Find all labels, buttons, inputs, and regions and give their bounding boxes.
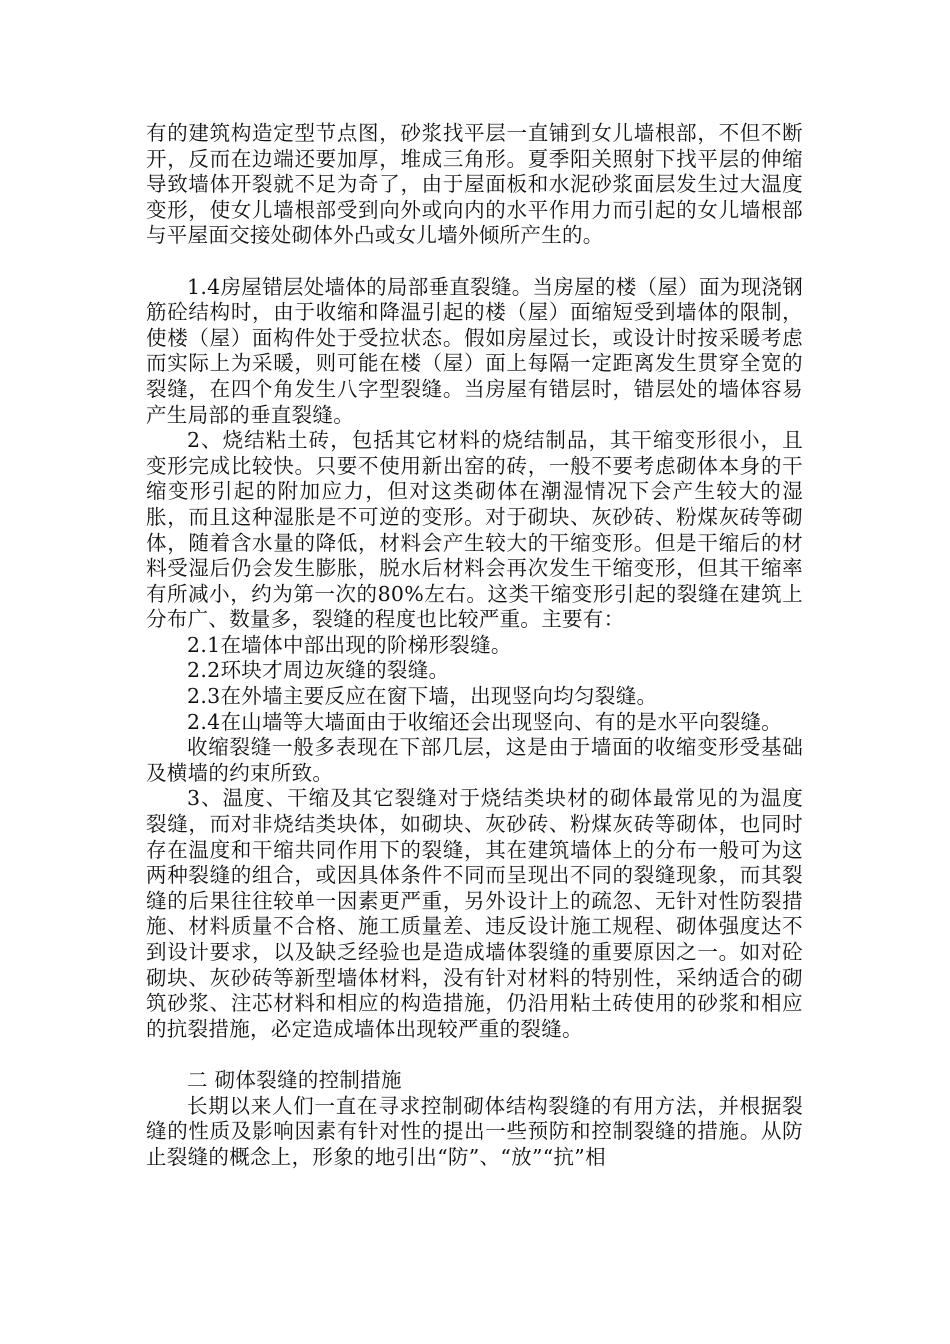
document-page: [146, 121, 803, 1170]
list-item-2-1: 2.1在墙体中部出现的阶梯形裂缝。: [187, 632, 512, 657]
paragraph-control-measures: 长期以来人们一直在寻求控制砌体结构裂缝的有用方法，并根据裂缝的性质及影响因素有针对性的提出一些预防和控制裂缝的措施。从防止裂缝的概念上，形象的地引出“防”、“放”“抗”相: [146, 1093, 803, 1169]
paragraph-spacer: [146, 1042, 803, 1068]
paragraph-temperature-shrinkage: 3、温度、干缩及其它裂缝对于烧结类块材的砌体最常见的为温度裂缝，而对非烧结类块体，如砌块、灰砂砖、粉煤灰砖等砌体，也同时存在温度和干缩共同作用下的裂缝，其在建筑墙体上的分布一般可为这两种裂缝的组合，或因具体条件不同而呈现出不同的裂缝现象，而其裂缝的后果往往较单一因素更严重，另外设计上的疏忽、无针对性防裂措施、材料质量不合格、施工质量差、违反设计施工规程、砌体强度达不到设计要求，以及缺乏经验也是造成墙体裂缝的重要原因之一。如对砼砌块、灰砂砖等新型墙体材料，没有针对材料的特别性，采纳适合的砌筑砂浆、注芯材料和相应的构造措施，仍沿用粘土砖使用的砂浆和相应的抗裂措施，必定造成墙体出现较严重的裂缝。: [146, 786, 803, 1041]
paragraph-shrinkage-lower-floors: 收缩裂缝一般多表现在下部几层，这是由于墙面的收缩变形受基础及横墙的约束所致。: [146, 735, 803, 785]
paragraph-staggered-floor-cracks: 1.4房屋错层处墙体的局部垂直裂缝。当房屋的楼（屋）面为现浇钢筋砼结构时，由于收缩和降温引起的楼（屋）面缩短受到墙体的限制，使楼（屋）面构件处于受拉状态。假如房屋过长，或设计时按采暖考虑而实际上为采暖，则可能在楼（屋）面上每隔一定距离发生贯穿全宽的裂缝，在四个角发生八字型裂缝。当房屋有错层时，错层处的墙体容易产生局部的垂直裂缝。: [146, 274, 803, 427]
section-heading: 二 砌体裂缝的控制措施: [187, 1067, 402, 1092]
paragraph-parapet-cracks: 有的建筑构造定型节点图，砂浆找平层一直铺到女儿墙根部，不但不断开，反而在边端还要加厚，堆成三角形。夏季阳关照射下找平层的伸缩导致墙体开裂就不足为奇了，由于屋面板和水泥砂浆面层发生过大温度变形，使女儿墙根部受到向外或向内的水平作用力而引起的女儿墙根部与平屋面交接处砌体外凸或女儿墙外倾所产生的。: [146, 121, 803, 248]
paragraph-fired-clay-brick: 2、烧结粘土砖，包括其它材料的烧结制品，其干缩变形很小，且变形完成比较快。只要不使用新出窑的砖，一般不要考虑砌体本身的干缩变形引起的附加应力，但对这类砌体在潮湿情况下会产生较大的湿胀，而且这种湿胀是不可逆的变形。对于砌块、灰砂砖、粉煤灰砖等砌体，随着含水量的降低，材料会产生较大的干缩变形。但是干缩后的材料受湿后仍会发生膨胀，脱水后材料会再次发生干缩变形，但其干缩率有所减小，约为第一次的80%左右。这类干缩变形引起的裂缝在建筑上分布广、数量多，裂缝的程度也比较严重。主要有：: [146, 428, 803, 632]
list-item-2-4: 2.4在山墙等大墙面由于收缩还会出现竖向、有的是水平向裂缝。: [187, 709, 783, 734]
list-item-2-3: 2.3在外墙主要反应在窗下墙，出现竖向均匀裂缝。: [187, 684, 658, 709]
paragraph-spacer: [146, 249, 803, 275]
list-item-2-2: 2.2环块才周边灰缝的裂缝。: [187, 658, 450, 683]
